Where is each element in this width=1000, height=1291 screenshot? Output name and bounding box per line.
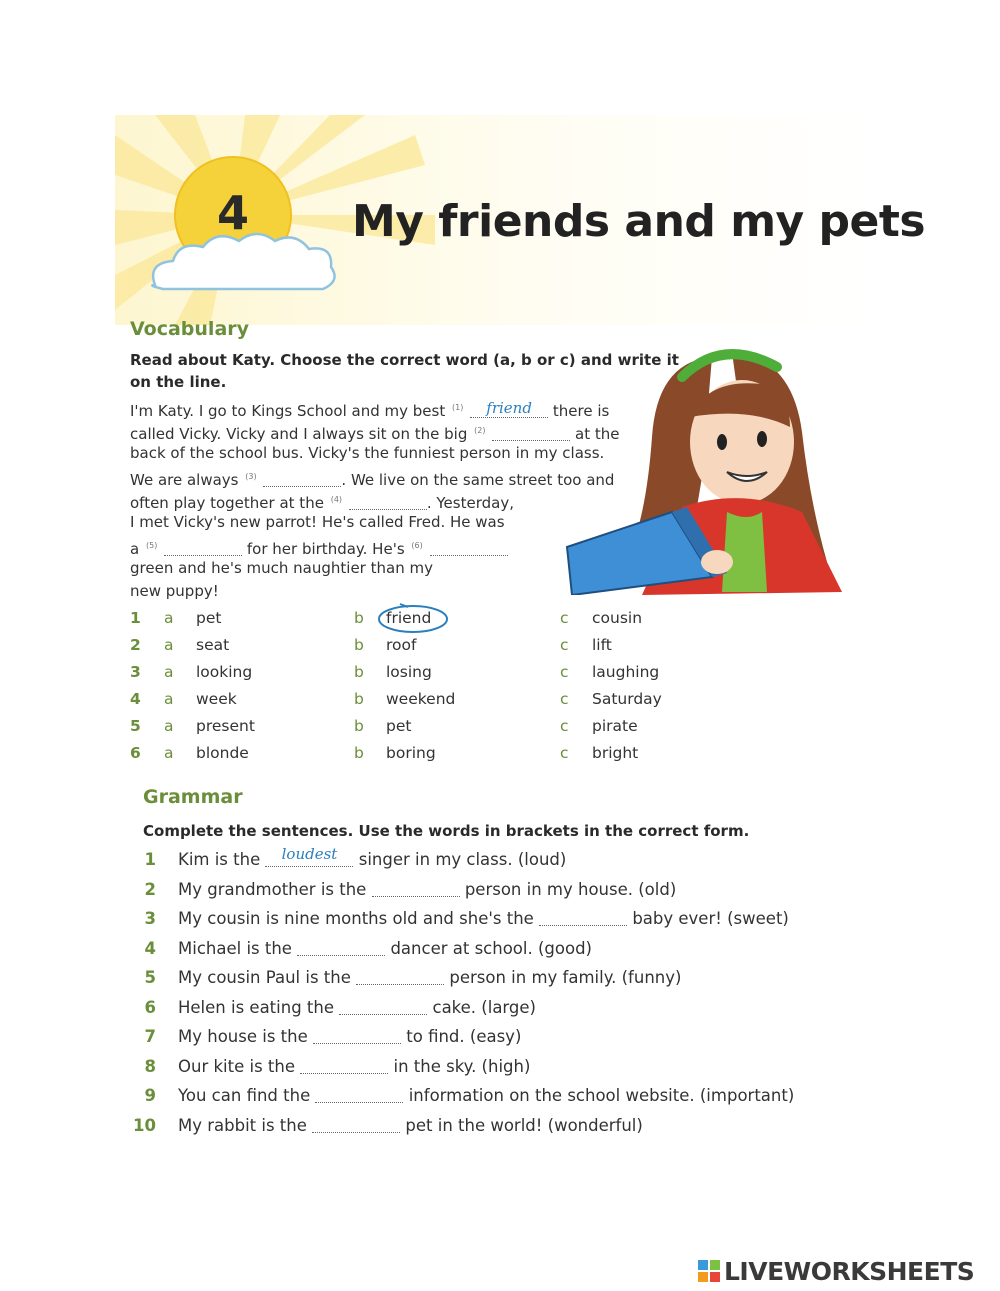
passage-text: We are always	[130, 471, 239, 489]
option-letter-c: c	[560, 636, 569, 654]
option-number: 5	[130, 717, 141, 735]
grammar-sentence	[130, 1055, 870, 1085]
sentence-text	[178, 939, 592, 958]
option-letter-c: c	[560, 663, 569, 681]
sentence-text	[178, 909, 789, 928]
sentence-after: cake. (large)	[432, 997, 536, 1017]
grammar-gap-6-input[interactable]	[339, 998, 427, 1015]
sentence-text	[178, 880, 676, 899]
sentence-after: pet in the world! (wonderful)	[405, 1115, 643, 1135]
sentence-text	[178, 845, 567, 869]
option-letter-b: b	[354, 663, 364, 681]
option-letter-c: c	[560, 690, 569, 708]
gap-number: (1)	[452, 403, 464, 412]
passage-text: a	[130, 540, 140, 558]
option-number: 6	[130, 744, 141, 762]
option-b[interactable]: losing	[386, 663, 432, 681]
option-row	[130, 715, 690, 742]
grammar-gap-1-input[interactable]	[265, 845, 353, 867]
sentence-number: 5	[144, 968, 156, 987]
option-row	[130, 661, 690, 688]
gap-4-input[interactable]	[349, 494, 427, 510]
option-letter-a: a	[164, 744, 174, 762]
option-number: 2	[130, 636, 141, 654]
sentence-before: Helen is eating the	[178, 997, 334, 1017]
option-letter-c: c	[560, 717, 569, 735]
passage-text: there is	[552, 402, 610, 420]
answer-circle-mark	[376, 601, 450, 635]
option-row	[130, 742, 690, 769]
logo-text: LIVEWORKSHEETS	[724, 1256, 975, 1286]
passage-text: . We live on the same street too and	[341, 471, 615, 489]
option-a[interactable]: looking	[196, 663, 253, 681]
gap-answer: loudest	[281, 845, 338, 863]
grammar-sentence	[130, 907, 870, 937]
option-b[interactable]: friend	[386, 609, 432, 627]
instruction-line: Read about Katy. Choose the correct word (a, b or c) and write it	[130, 351, 679, 369]
sentence-after: person in my house. (old)	[464, 879, 677, 899]
sentence-number: 3	[144, 909, 156, 928]
option-letter-a: a	[164, 663, 174, 681]
gap-number: (5)	[145, 541, 158, 550]
grammar-sentence	[130, 1025, 870, 1055]
girl-with-laptop-illustration	[562, 337, 862, 595]
grammar-sentence	[130, 937, 870, 967]
option-number: 3	[130, 663, 141, 681]
passage-text: . Yesterday,	[426, 494, 514, 512]
passage-text: green and he's much naughtier than my	[130, 559, 433, 577]
sentence-before: My grandmother is the	[178, 879, 367, 899]
option-row	[130, 634, 690, 661]
gap-5-input[interactable]	[164, 540, 242, 556]
option-c[interactable]: laughing	[592, 663, 660, 681]
grammar-instruction: Complete the sentences. Use the words in brackets in the correct form.	[143, 822, 750, 840]
option-a[interactable]: blonde	[196, 744, 249, 762]
grammar-gap-5-input[interactable]	[356, 968, 444, 985]
gap-number: (3)	[245, 472, 257, 481]
gap-6-input[interactable]	[430, 540, 508, 556]
option-c[interactable]: cousin	[592, 609, 643, 627]
option-c[interactable]: Saturday	[592, 690, 662, 708]
passage-text: called Vicky. Vicky and I always sit on the big	[130, 425, 468, 443]
vocabulary-heading: Vocabulary	[130, 318, 250, 340]
grammar-heading: Grammar	[143, 786, 243, 808]
option-a[interactable]: present	[196, 717, 255, 735]
option-letter-a: a	[164, 609, 174, 627]
option-letter-c: c	[560, 744, 569, 762]
gap-number: (2)	[474, 426, 486, 435]
grammar-sentence	[130, 966, 870, 996]
option-number: 4	[130, 690, 141, 708]
sentence-number: 2	[144, 879, 156, 899]
sentence-after: baby ever! (sweet)	[632, 909, 789, 928]
sentence-after: in the sky. (high)	[393, 1056, 531, 1076]
option-letter-b: b	[354, 609, 364, 627]
sentence-text	[178, 968, 681, 987]
sentence-after: to find. (easy)	[406, 1027, 522, 1046]
gap-3-input[interactable]	[263, 471, 341, 487]
instruction-line: on the line.	[130, 373, 227, 391]
grammar-sentence	[130, 845, 870, 878]
option-a[interactable]: seat	[196, 636, 230, 654]
passage-text: back of the school bus. Vicky's the funniest person in my class.	[130, 444, 605, 462]
option-letter-c: c	[560, 609, 569, 627]
grammar-gap-3-input[interactable]	[539, 909, 627, 926]
sentence-text	[178, 1057, 530, 1076]
grammar-gap-7-input[interactable]	[313, 1027, 401, 1044]
gap-answer: friend	[486, 399, 532, 417]
passage-text: new puppy!	[130, 582, 219, 600]
sentence-before: Kim is the	[178, 850, 261, 869]
grammar-gap-2-input[interactable]	[372, 880, 460, 897]
option-letter-b: b	[354, 690, 364, 708]
passage-text: at the	[575, 425, 620, 443]
sentence-after: singer in my class. (loud)	[358, 850, 567, 869]
sentence-before: My house is the	[178, 1027, 308, 1046]
page-title: My friends and my pets	[352, 196, 926, 247]
option-letter-a: a	[164, 636, 174, 654]
grammar-sentence	[130, 1114, 870, 1144]
passage-text: I'm Katy. I go to Kings School and my best	[130, 402, 446, 420]
option-c[interactable]: bright	[592, 744, 639, 762]
option-number: 1	[130, 609, 141, 627]
option-c[interactable]: pirate	[592, 717, 638, 735]
sentence-number: 9	[144, 1086, 156, 1105]
sentence-before: Michael is the	[178, 938, 292, 958]
sentence-number: 1	[144, 850, 156, 869]
option-b[interactable]: boring	[386, 744, 436, 762]
sentence-text	[178, 998, 536, 1017]
sentence-before: Our kite is the	[178, 1056, 295, 1076]
sentence-before: My cousin is nine months old and she's the	[178, 909, 534, 928]
grammar-sentence	[130, 1084, 870, 1114]
option-b[interactable]: weekend	[386, 690, 456, 708]
option-letter-a: a	[164, 690, 174, 708]
grammar-gap-8-input[interactable]	[300, 1057, 388, 1074]
option-c[interactable]: lift	[592, 636, 612, 654]
sentence-number: 10	[133, 1115, 156, 1135]
option-a[interactable]: pet	[196, 609, 222, 627]
liveworksheets-logo	[698, 1256, 974, 1286]
gap-2-input[interactable]	[492, 425, 570, 441]
sentence-text	[178, 1086, 794, 1105]
sentence-after: dancer at school. (good)	[390, 938, 592, 958]
sentence-number: 7	[144, 1027, 156, 1046]
option-row	[130, 688, 690, 715]
grammar-gap-4-input[interactable]	[297, 939, 385, 956]
option-letter-b: b	[354, 636, 364, 654]
option-letter-b: b	[354, 744, 364, 762]
option-letter-b: b	[354, 717, 364, 735]
sentence-after: information on the school website. (important)	[408, 1086, 795, 1105]
gap-number: (4)	[330, 495, 343, 504]
sentence-text	[178, 1116, 643, 1135]
option-letter-a: a	[164, 717, 174, 735]
sentence-before: My cousin Paul is the	[178, 968, 351, 987]
grammar-gap-10-input[interactable]	[312, 1116, 400, 1133]
sentence-number: 6	[144, 997, 156, 1017]
option-b[interactable]: roof	[386, 636, 417, 654]
gap-1-input[interactable]	[470, 399, 548, 418]
gap-number: (6)	[411, 541, 423, 550]
grammar-sentence	[130, 878, 870, 908]
sentence-before: My rabbit is the	[178, 1115, 307, 1135]
sentence-before: You can find the	[178, 1086, 311, 1105]
grammar-sentence	[130, 996, 870, 1026]
passage-text: often play together at the	[130, 494, 324, 512]
sentence-after: person in my family. (funny)	[449, 968, 682, 987]
grammar-gap-9-input[interactable]	[315, 1086, 403, 1103]
logo-grid-icon	[698, 1260, 720, 1282]
grammar-sentences-list	[130, 845, 870, 1143]
unit-number: 4	[216, 186, 249, 240]
sentence-text	[178, 1027, 521, 1046]
option-a[interactable]: week	[196, 690, 237, 708]
sentence-number: 4	[144, 938, 156, 958]
passage-text: for her birthday. He's	[246, 540, 405, 558]
sentence-number: 8	[144, 1056, 156, 1076]
option-b[interactable]: pet	[386, 717, 412, 735]
passage-text: I met Vicky's new parrot! He's called Fred. He was	[130, 513, 505, 531]
